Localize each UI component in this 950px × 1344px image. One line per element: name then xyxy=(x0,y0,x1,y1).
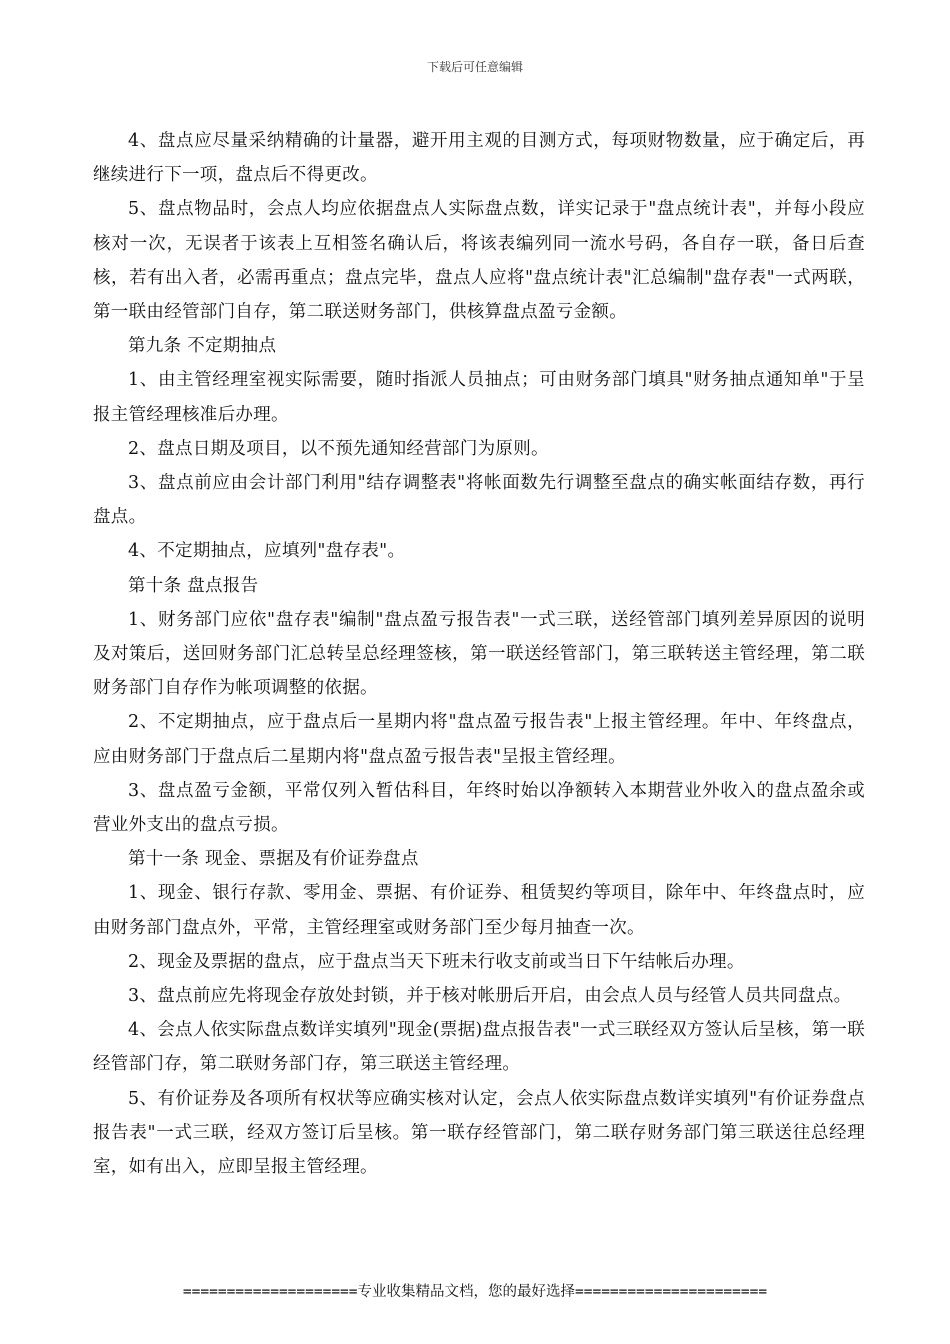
paragraph-item: 4、会点人依实际盘点数详实填列"现金(票据)盘点报告表"一式三联经双方签认后呈核，第一联经管部门存，第二联财务部门存，第三联送主管经理。 xyxy=(93,1020,865,1075)
paragraph-item: 5、有价证券及各项所有权状等应确实核对认定，会点人依实际盘点数详实填列"有价证券盘点报告表"一式三联，经双方签订后呈核。第一联存经管部门，第二联存财务部门第三联送往总经理室，如有出入，应即呈报主管经理。 xyxy=(93,1088,865,1178)
paragraph-item: 4、盘点应尽量采纳精确的计量器，避开用主观的目测方式，每项财物数量，应于确定后，再继续进行下一项，盘点后不得更改。 xyxy=(93,131,865,186)
paragraph-item: 3、盘点盈亏金额，平常仅列入暂估科目，年终时始以净额转入本期营业外收入的盘点盈余或营业外支出的盘点亏损。 xyxy=(93,780,865,836)
paragraph-item: 2、现金及票据的盘点，应于盘点当天下班未行收支前或当日下午结帐后办理。 xyxy=(128,951,745,972)
document-body xyxy=(93,124,865,1184)
page-header: 下载后可任意编辑 xyxy=(426,60,523,74)
paragraph-item: 3、盘点前应先将现金存放处封锁，并于核对帐册后开启，由会点人员与经管人员共同盘点。 xyxy=(128,986,852,1007)
paragraph-item: 1、由主管经理室视实际需要，随时指派人员抽点；可由财务部门填具"财务抽点通知单"于呈报主管经理核准后办理。 xyxy=(93,370,865,425)
page-footer: ====================专业收集精品文档，您的最好选择====================== xyxy=(182,1284,768,1300)
paragraph-item: 1、财务部门应依"盘存表"编制"盘点盈亏报告表"一式三联，送经管部门填列差异原因的说明及对策后，送回财务部门汇总转呈总经理签核，第一联送经管部门，第三联转送主管经理，第二联财务部门自存作为帐项调整的依据。 xyxy=(93,609,865,699)
paragraph-item: 2、盘点日期及项目，以不预先通知经营部门为原则。 xyxy=(128,438,549,459)
article-heading: 第十条 盘点报告 xyxy=(128,575,259,596)
paragraph-item: 1、现金、银行存款、零用金、票据、有价证券、租赁契约等项目，除年中、年终盘点时，应由财务部门盘点外，平常，主管经理室或财务部门至少每月抽查一次。 xyxy=(93,883,865,938)
paragraph-item: 2、不定期抽点，应于盘点后一星期内将"盘点盈亏报告表"上报主管经理。年中、年终盘点，应由财务部门于盘点后二星期内将"盘点盈亏报告表"呈报主管经理。 xyxy=(93,712,865,767)
paragraph-item: 3、盘点前应由会计部门利用"结存调整表"将帐面数先行调整至盘点的确实帐面结存数，再行盘点。 xyxy=(93,473,865,528)
paragraph-item: 5、盘点物品时，会点人均应依据盘点人实际盘点数，详实记录于"盘点统计表"，并每小段应核对一次，无误者于该表上互相签名确认后，将该表编列同一流水号码，各自存一联，备日后查核，若有出入者，必需再重点；盘点完毕，盘点人应将"盘点统计表"汇总编制"盘存表"一式两联，第一联由经管部门自存，第二联送财务部门，供核算盘点盈亏金额。 xyxy=(93,199,865,323)
article-heading: 第十一条 现金、票据及有价证券盘点 xyxy=(128,849,419,870)
paragraph-item: 4、不定期抽点，应填列"盘存表"。 xyxy=(128,541,406,562)
article-heading: 第九条 不定期抽点 xyxy=(128,336,277,357)
